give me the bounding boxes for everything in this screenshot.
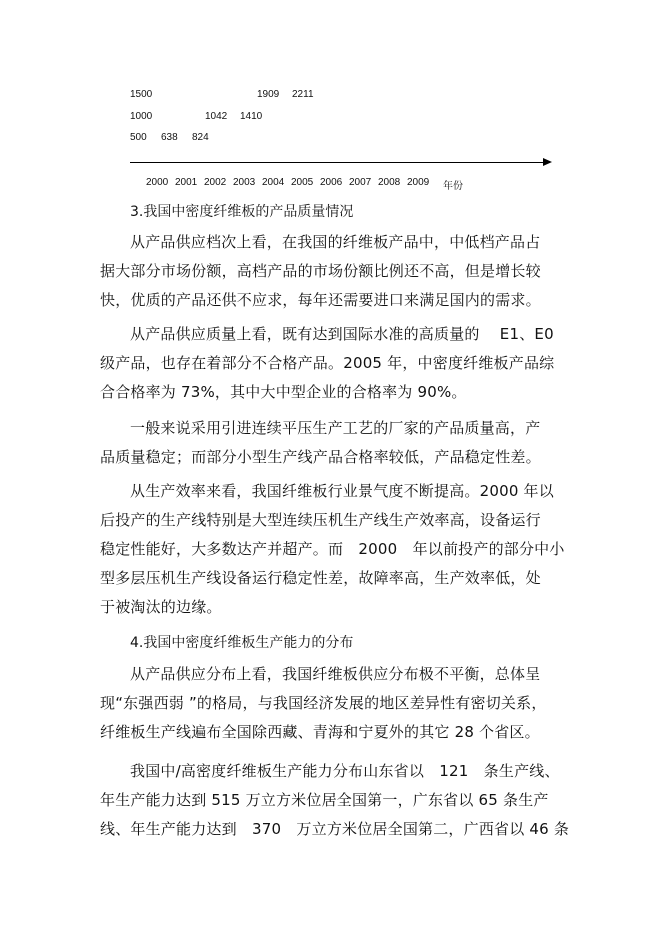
text-line: 级产品，也存在着部分不合格产品。2005 年，中密度纤维板产品综 [100, 354, 555, 372]
data-label: 824 [192, 132, 209, 143]
x-tick-label: 2002 [204, 177, 227, 188]
section3-heading: 3.我国中密度纤维板的产品质量情况 [130, 204, 354, 220]
x-tick-label: 2000 [146, 177, 169, 188]
x-tick-label: 2008 [378, 177, 401, 188]
data-label: 1410 [240, 111, 263, 122]
section4-paragraph-1 [100, 660, 570, 747]
x-axis-arrow [543, 158, 552, 166]
x-tick-label: 2009 [407, 177, 430, 188]
text-line: 合合格率为 73%，其中大中型企业的合格率为 90%。 [100, 383, 467, 401]
text-line: 我国中/高密度纤维板生产能力分布山东省以 121 条生产线、 [130, 762, 560, 780]
text-line: 从产品供应质量上看，既有达到国际水准的高质量的 E1、E0 [130, 325, 554, 343]
x-axis-line [130, 162, 550, 163]
data-label: 1909 [257, 89, 280, 100]
text-line: 从产品供应档次上看，在我国的纤维板产品中，中低档产品占 [130, 233, 541, 251]
x-tick-label: 2004 [262, 177, 285, 188]
data-label: 2211 [292, 89, 314, 100]
text-line: 年生产能力达到 515 万立方米位居全国第一，广东省以 65 条生产 [100, 791, 549, 809]
data-label: 1042 [205, 111, 228, 122]
x-axis-unit-label: 年份 [443, 181, 463, 192]
text-line: 后投产的生产线特别是大型连续压机生产线生产效率高，设备运行 [100, 511, 541, 529]
data-label: 1000 [130, 111, 153, 122]
data-label: 638 [161, 132, 178, 143]
x-tick-label: 2003 [233, 177, 256, 188]
text-line: 稳定性能好，大多数达产并超产。而 2000 年以前投产的部分中小 [100, 540, 565, 558]
x-tick-label: 2006 [320, 177, 343, 188]
data-label: 1500 [130, 89, 153, 100]
data-label: 500 [130, 132, 147, 143]
section3-paragraph-2 [100, 320, 570, 407]
section3-paragraph-1 [100, 228, 570, 315]
text-line: 从生产效率来看，我国纤维板行业景气度不断提高。2000 年以 [130, 482, 554, 500]
section4-heading: 4.我国中密度纤维板生产能力的分布 [130, 635, 354, 651]
x-tick-label: 2005 [291, 177, 314, 188]
text-line: 现“东强西弱 ”的格局，与我国经济发展的地区差异性有密切关系， [100, 694, 547, 712]
x-tick-label: 2001 [175, 177, 198, 188]
text-line: 于被淘汰的边缘。 [100, 598, 222, 616]
x-tick-label: 2007 [349, 177, 372, 188]
text-line: 品质量稳定；而部分小型生产线产品合格率较低，产品稳定性差。 [100, 448, 541, 466]
text-line: 一般来说采用引进连续平压生产工艺的厂家的产品质量高，产 [130, 419, 541, 437]
text-line: 纤维板生产线遍布全国除西藏、青海和宁夏外的其它 28 个省区。 [100, 723, 540, 741]
section3-paragraph-3 [100, 414, 570, 472]
section3-paragraph-4 [100, 477, 570, 622]
text-line: 快，优质的产品还供不应求，每年还需要进口来满足国内的需求。 [100, 291, 541, 309]
text-line: 据大部分市场份额，高档产品的市场份额比例还不高，但是增长较 [100, 262, 541, 280]
text-line: 从产品供应分布上看，我国纤维板供应分布极不平衡，总体呈 [130, 665, 541, 683]
text-line: 线、年生产能力达到 370 万立方米位居全国第二，广西省以 46 条 [100, 820, 570, 838]
section4-paragraph-2 [100, 757, 570, 844]
text-line: 型多层压机生产线设备运行稳定性差，故障率高，生产效率低，处 [100, 569, 541, 587]
